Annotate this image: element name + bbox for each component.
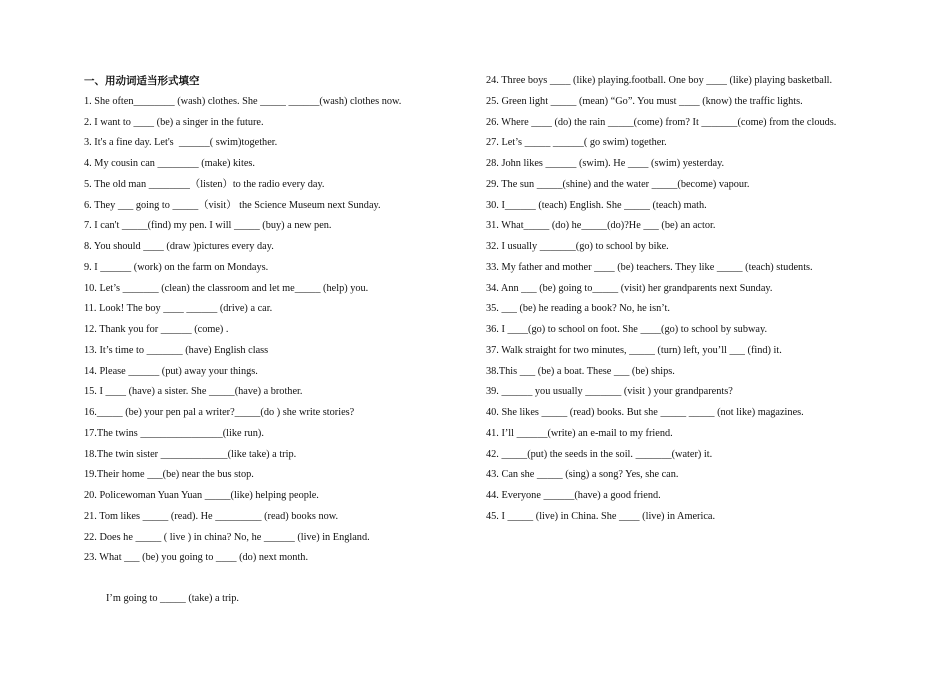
question-42: 42. _____(put) the seeds in the soil. _______(water) it. [486, 448, 713, 460]
question-23: 23. What ___ (be) you going to ____ (do) next month. [84, 552, 309, 564]
question-16: 16._____ (be) your pen pal a writer?_____(do ) she write stories? [84, 407, 355, 418]
question-45: 45. I _____ (live) in China. She ____ (live) in America. [486, 510, 716, 522]
question-24: 24. Three boys ____ (like) playing.football. One boy ____ (like) playing basketball. [486, 75, 833, 86]
question-31: 31. What_____ (do) he_____(do)?He ___ (be) an actor. [486, 220, 716, 232]
question-40: 40. She likes _____ (read) books. But she _____ _____ (not like) magazines. [486, 407, 804, 418]
question-30: 30. I______ (teach) English. She _____ (teach) math. [486, 199, 707, 211]
question-44: 44. Everyone ______(have) a good friend. [486, 490, 661, 501]
question-34: 34. Ann ___ (be) going to_____ (visit) her grandparents next Sunday. [486, 282, 773, 294]
question-4: 4. My cousin can ________ (make) kites. [84, 158, 256, 169]
question-35: 35. ___ (be) he reading a book? No, he isn’t. [486, 303, 670, 315]
question-28: 28. John likes ______ (swim). He ____ (swim) yesterday. [486, 158, 725, 169]
question-17: 17.The twins ________________(like run). [84, 427, 264, 439]
question-18: 18.The twin sister _____________(like take) a trip. [84, 448, 297, 460]
right-column [486, 71, 926, 528]
question-36: 36. I ____(go) to school on foot. She ____(go) to school by subway. [486, 324, 768, 335]
question-27: 27. Let’s _____ ______( go swim) together. [486, 137, 667, 149]
question-13: 13. It’s time to _______ (have) English class [84, 344, 269, 356]
question-14: 14. Please ______ (put) away your things. [84, 365, 258, 377]
question-3: 3. It's a fine day. Let's ______( swim)together. [84, 137, 278, 149]
question-11: 11. Look! The boy ____ ______ (drive) a car. [84, 303, 273, 315]
question-7: 7. I can't _____(find) my pen. I will _____ (buy) a new pen. [84, 220, 332, 232]
question-38: 38.This ___ (be) a boat. These ___ (be) ships. [486, 365, 675, 377]
question-25: 25. Green light _____ (mean) “Go”. You must ____ (know) the traffic lights. [486, 95, 803, 107]
question-43: 43. Can she _____ (sing) a song? Yes, she can. [486, 469, 679, 481]
question-37: 37. Walk straight for two minutes, _____ (turn) left, you’ll ___ (find) it. [486, 344, 782, 356]
question-41: 41. I’ll ______(write) an e-mail to my friend. [486, 427, 673, 439]
question-33: 33. My father and mother ____ (be) teachers. They like _____ (teach) students. [486, 261, 813, 273]
question-19: 19.Their home ___(be) near the bus stop. [84, 469, 254, 481]
question-6: 6. They ___ going to _____（visit） the Science Museum next Sunday. [84, 199, 381, 211]
question-29: 29. The sun _____(shine) and the water _____(become) vapour. [486, 178, 750, 190]
question-20: 20. Policewoman Yuan Yuan _____(like) helping people. [84, 490, 319, 501]
question-5: 5. The old man ________（listen）to the radio every day. [84, 178, 325, 190]
question-15: 15. I ____ (have) a sister. She _____(have) a brother. [84, 386, 303, 398]
left-column [84, 71, 524, 569]
section-heading: 一、用动词适当形式填空 [84, 75, 200, 87]
question-22: 22. Does he _____ ( live ) in china? No, he ______ (live) in England. [84, 531, 370, 543]
question-1: 1. She often________ (wash) clothes. She _____ ______(wash) clothes now. [84, 95, 402, 107]
question-9: 9. I ______ (work) on the farm on Mondays. [84, 261, 269, 273]
question-2: 2. I want to ____ (be) a singer in the future. [84, 116, 264, 128]
question-21: 21. Tom likes _____ (read). He _________ (read) books now. [84, 510, 339, 522]
question-8: 8. You should ____ (draw )pictures every day. [84, 241, 274, 252]
question-39: 39. ______ you usually _______ (visit ) your grandparents? [486, 386, 733, 398]
question-32: 32. I usually _______(go) to school by bike. [486, 241, 669, 252]
question-10: 10. Let’s _______ (clean) the classroom and let me_____ (help) you. [84, 282, 369, 294]
question-12: 12. Thank you for ______ (come) . [84, 324, 229, 335]
question-26: 26. Where ____ (do) the rain _____(come) from? It _______(come) from the clouds. [486, 116, 837, 128]
question-23-continuation: I’m going to _____ (take) a trip. [106, 593, 239, 604]
